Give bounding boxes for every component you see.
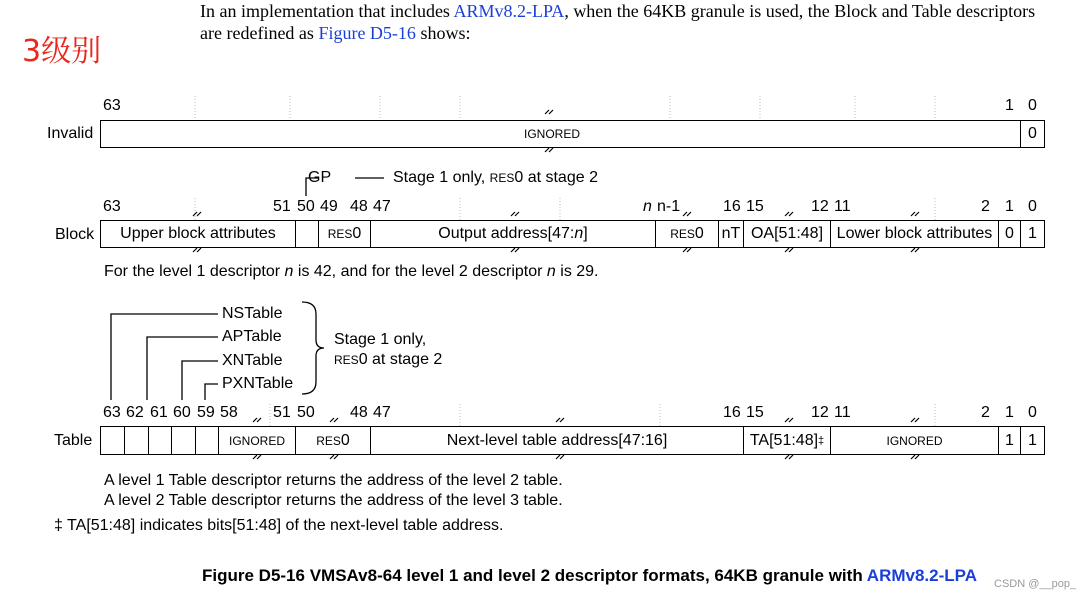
table-bit-11: 11: [834, 404, 851, 421]
table-bit-62: 62: [126, 404, 144, 421]
bit-guides: [195, 96, 935, 426]
block-note-n1: n: [284, 263, 294, 280]
intro-line-2-post: shows:: [415, 23, 471, 43]
table-bit-50: 50: [297, 404, 315, 421]
block-bit-n: n: [643, 198, 652, 215]
callout-note-1: Stage 1 only,: [334, 331, 427, 348]
table-next-level-text: Next-level table address[47:16]: [446, 431, 668, 449]
table-bit1-value: 1: [1005, 431, 1014, 449]
table-ta-text: TA[51:48]: [749, 431, 819, 449]
block-upper-attrs-text: Upper block attributes: [120, 225, 276, 242]
block-note-n2: n: [546, 263, 556, 280]
table-bit-47: 47: [373, 404, 391, 421]
block-res0-zero: 0: [352, 225, 362, 242]
intro-line-1-pre: In an implementation that includes: [200, 1, 454, 21]
table-bit-16: 16: [723, 404, 741, 421]
table-bit-12: 12: [811, 404, 829, 421]
block-bit-63: 63: [103, 198, 121, 215]
table-bit-61: 61: [150, 404, 168, 421]
table-row-label: Table: [54, 432, 93, 449]
block-res0-res: RES: [327, 227, 353, 241]
intro-line-1-post: , when the 64KB granule is used, the Block and Table descriptors: [564, 1, 1036, 21]
table-res0-zero: 0: [340, 431, 350, 449]
block-bit-49: 49: [320, 198, 338, 215]
invalid-bit-1: 1: [1005, 97, 1014, 114]
table-bit-2: 2: [981, 404, 990, 421]
block-bit-48: 48: [350, 198, 368, 215]
block-row-label: Block: [55, 226, 95, 243]
gp-note-post: 0 at stage 2: [514, 169, 598, 186]
table-bit-0: 0: [1028, 404, 1037, 421]
block-bit1-value: 0: [1005, 225, 1014, 242]
callout-lines: [111, 178, 384, 400]
invalid-row-label: Invalid: [47, 125, 94, 142]
block-bit0-value: 1: [1028, 225, 1037, 242]
block-bit-47: 47: [373, 198, 391, 215]
caption-armv8-lpa-link[interactable]: ARMv8.2-LPA: [866, 566, 977, 585]
block-note-pre: For the level 1 descriptor: [104, 263, 285, 280]
figure-link[interactable]: Figure D5-16: [318, 23, 416, 43]
intro-line-2-pre: are redefined as: [200, 23, 319, 43]
figure-caption-text: Figure D5-16 VMSAv8-64 level 1 and level 2 descriptor formats, 64KB granule with: [202, 566, 867, 585]
block-bit-16: 16: [723, 198, 741, 215]
table-bit-60: 60: [173, 404, 191, 421]
callout-nstable: NSTable: [222, 305, 283, 322]
block-note-mid: is 42, and for the level 2 descriptor: [293, 263, 547, 280]
table-note-1: A level 1 Table descriptor returns the address of the level 2 table.: [104, 472, 563, 489]
level-annotation: 3级别: [22, 34, 102, 69]
figure-caption: [202, 566, 977, 586]
block-bit-n-minus-1: n-1: [657, 198, 681, 215]
table-ignored-high-text: IGNORED: [228, 433, 285, 448]
block-oa-text: OA[51:48]: [750, 225, 824, 242]
table-res0-res: RES: [316, 433, 341, 448]
block-bit-15: 15: [746, 198, 764, 215]
table-ignored-low-text: IGNORED: [886, 433, 943, 448]
output-address-post: ]: [583, 225, 588, 242]
table-bit-59: 59: [197, 404, 215, 421]
watermark: CSDN @__pop_: [994, 578, 1077, 590]
invalid-bit-63: 63: [103, 97, 121, 114]
table-bit-63: 63: [103, 404, 121, 421]
callout-note-post: 0 at stage 2: [358, 351, 443, 368]
callout-aptable: APTable: [222, 328, 282, 345]
table-note-2: A level 2 Table descriptor returns the address of the level 3 table.: [104, 492, 563, 509]
gp-note-pre: Stage 1 only,: [393, 169, 490, 186]
callout-xntable: XNTable: [222, 352, 283, 369]
block-res0-low-res: RES: [670, 227, 695, 241]
block-res0-low-zero: 0: [694, 225, 704, 242]
table-bit-51: 51: [273, 404, 291, 421]
table-bit-48: 48: [350, 404, 368, 421]
output-address-pre: Output address[47:: [438, 225, 575, 242]
invalid-ignored-text: IGNORED: [523, 127, 580, 141]
block-bit-0: 0: [1028, 198, 1037, 215]
block-nt-text: nT: [721, 225, 741, 242]
table-bit-1: 1: [1005, 404, 1014, 421]
table-ta-mark: ‡: [818, 434, 825, 447]
armv8-lpa-link[interactable]: ARMv8.2-LPA: [453, 1, 565, 21]
table-footnote: ‡ TA[51:48] indicates bits[51:48] of the next-level table address.: [54, 517, 504, 534]
invalid-bit-0: 0: [1028, 97, 1037, 114]
block-bit-51: 51: [273, 198, 291, 215]
callout-pxntable: PXNTable: [222, 375, 294, 392]
block-lower-attrs-text: Lower block attributes: [836, 225, 993, 242]
table-bit-15: 15: [746, 404, 764, 421]
callout-note-res: RES: [334, 353, 359, 367]
block-bit-50: 50: [297, 198, 315, 215]
block-gp-label: GP: [308, 169, 332, 186]
invalid-bit0-value: 0: [1028, 125, 1037, 142]
block-bit-1: 1: [1005, 198, 1014, 215]
break-marks: [193, 110, 919, 459]
block-bit-12: 12: [811, 198, 829, 215]
block-bit-2: 2: [981, 198, 990, 215]
table-bit0-value: 1: [1028, 431, 1037, 449]
table-bit-58: 58: [220, 404, 238, 421]
block-bit-11: 11: [834, 198, 851, 215]
block-note-post: is 29.: [555, 263, 599, 280]
output-address-n: n: [574, 225, 584, 242]
gp-note-res: RES: [489, 171, 515, 185]
